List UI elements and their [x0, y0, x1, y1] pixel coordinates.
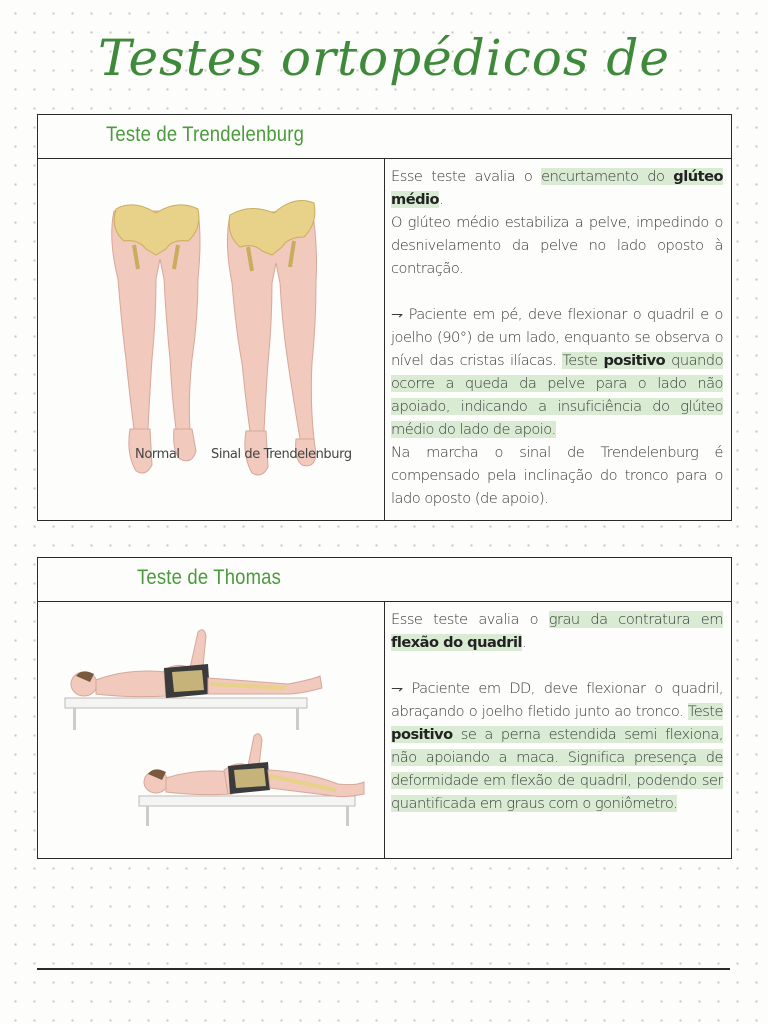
caption-normal: Normal — [135, 447, 180, 462]
thomas-illustration-panel — [38, 602, 385, 858]
trendelenburg-illustration — [38, 159, 384, 520]
normal-figure — [112, 205, 200, 473]
trendelenburg-sign-figure — [227, 201, 316, 475]
trendelenburg-heading: Teste de Trendelenburg — [106, 123, 305, 146]
caption-trendelenburg-sign: Sinal de Trendelenburg — [211, 447, 352, 462]
page-title: Testes ortopédicos de — [97, 29, 670, 87]
thomas-figure-top — [65, 630, 322, 730]
thomas-para-2: ⇁ Paciente em DD, deve flexionar o quadril, abraçando o joelho fletido junto ao tronco. Teste positivo se a perna estendida semi flexiona, não apoiando a maca. Significa presença de deformidade em flexão de quadril, podendo ser quantificada em graus com o goniômetro. — [391, 680, 723, 812]
thomas-figure-bottom — [139, 734, 364, 826]
thomas-illustration — [38, 602, 384, 858]
thomas-text — [391, 608, 723, 815]
thomas-header — [38, 558, 731, 602]
trendelenburg-para-1: Esse teste avalia o encurtamento do glúteo médio. — [391, 168, 723, 208]
trendelenburg-section — [37, 114, 732, 521]
trendelenburg-para-4: Na marcha o sinal de Trendelenburg é compensado pela inclinação do tronco para o lado oposto (de apoio). — [391, 444, 723, 507]
thomas-para-1: Esse teste avalia o grau da contratura em flexão do quadril. — [391, 611, 723, 651]
trendelenburg-header — [38, 115, 731, 159]
trendelenburg-para-2: O glúteo médio estabiliza a pelve, impedindo o desnivelamento da pelve no lado oposto à contração. — [391, 214, 723, 277]
trendelenburg-text — [391, 165, 723, 510]
trendelenburg-para-3: ⇁ Paciente em pé, deve flexionar o quadril e o joelho (90°) de um lado, enquanto se observa o nível das cristas ilíacas. Teste positivo quando ocorre a queda da pelve para o lado não apoiado, indicando a insuficiência do glúteo médio do lado de apoio. — [391, 306, 723, 438]
trendelenburg-illustration-panel — [38, 159, 385, 520]
thomas-section — [37, 557, 732, 859]
thomas-heading: Teste de Thomas — [137, 566, 282, 589]
bottom-divider — [37, 968, 730, 970]
